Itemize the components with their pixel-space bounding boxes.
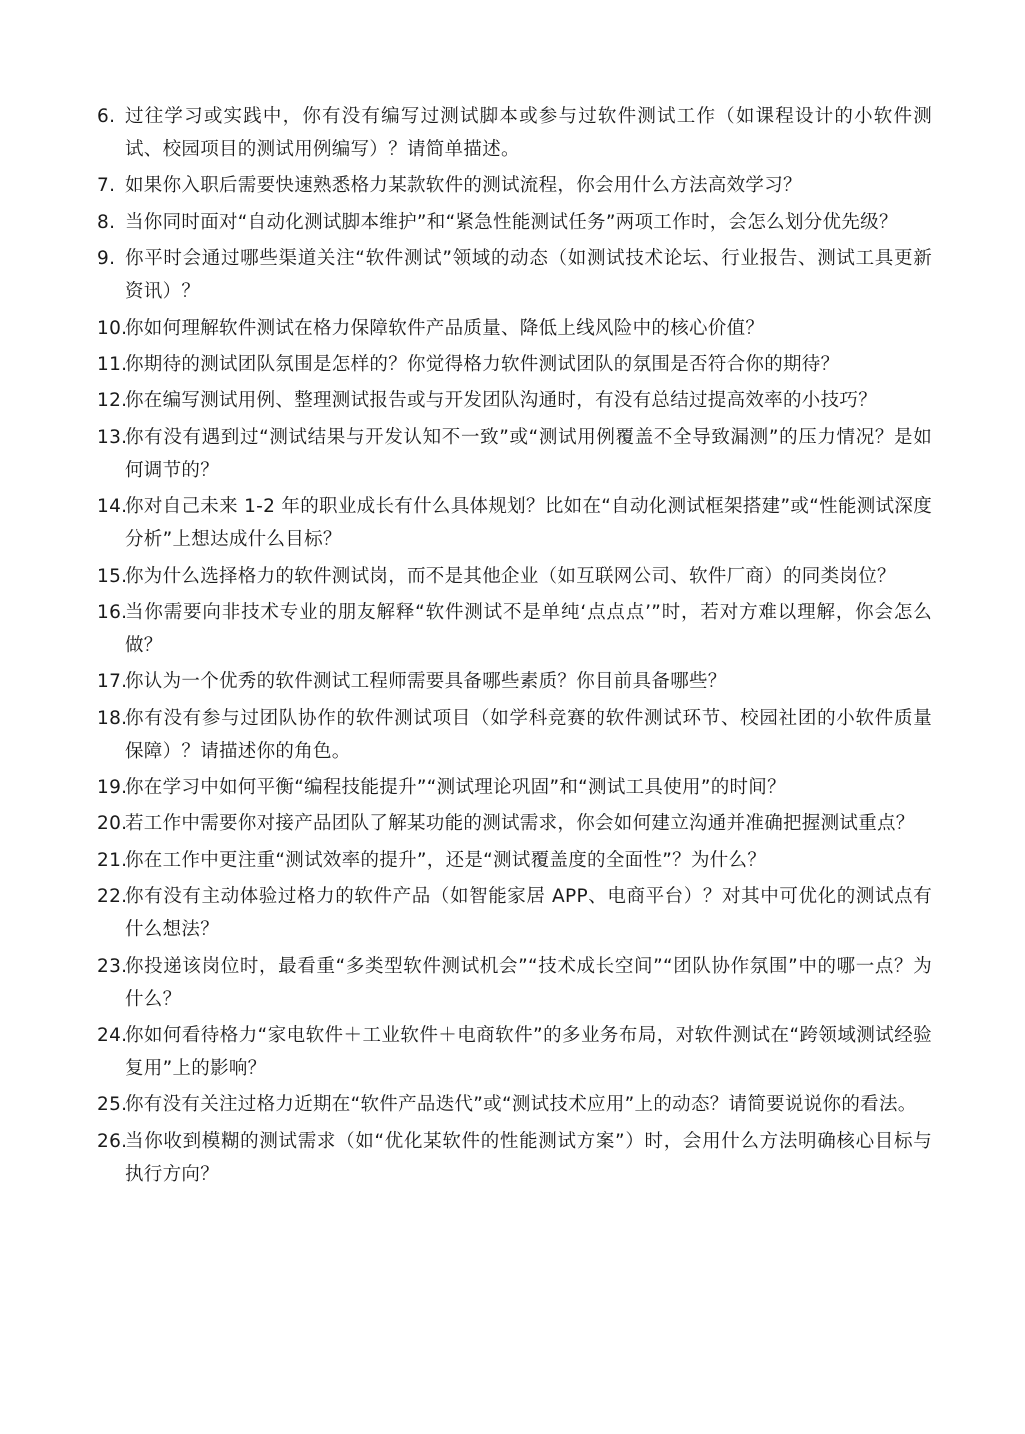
question-item-13 (97, 421, 932, 487)
question-text: 你在工作中更注重“测试效率的提升”，还是“测试覆盖度的全面性”？为什么？ (125, 849, 767, 871)
question-item-21 (97, 844, 932, 877)
question-number: 22. (97, 886, 128, 908)
question-number: 7. (97, 175, 116, 197)
question-item-15 (97, 560, 932, 593)
question-item-12 (97, 384, 932, 417)
question-number: 26. (97, 1130, 128, 1152)
question-text: 若工作中需要你对接产品团队了解某功能的测试需求，你会如何建立沟通并准确把握测试重点？ (125, 813, 915, 835)
question-number: 13. (97, 426, 128, 448)
question-text: 你认为一个优秀的软件测试工程师需要具备哪些素质？你目前具备哪些？ (125, 671, 727, 693)
question-item-10 (97, 312, 932, 345)
question-item-19 (97, 771, 932, 804)
question-item-23 (97, 950, 932, 1016)
question-text: 你投递该岗位时，最看重“多类型软件测试机会”“技术成长空间”“团队协作氛围”中的哪一点？为什么？ (125, 955, 932, 1010)
question-item-14 (97, 490, 932, 556)
question-item-7 (97, 169, 932, 202)
question-text: 你有没有关注过格力近期在“软件产品迭代”或“测试技术应用”上的动态？请简要说说你的看法。 (125, 1094, 917, 1116)
question-number: 25. (97, 1094, 128, 1116)
question-item-6 (97, 100, 932, 166)
question-text: 你为什么选择格力的软件测试岗，而不是其他企业（如互联网公司、软件厂商）的同类岗位？ (125, 565, 896, 587)
question-item-26 (97, 1125, 932, 1191)
question-text: 你如何理解软件测试在格力保障软件产品质量、降低上线风险中的核心价值？ (125, 317, 765, 339)
question-number: 12. (97, 390, 128, 412)
question-number: 20. (97, 813, 128, 835)
question-list (97, 100, 932, 1194)
question-item-24 (97, 1019, 932, 1085)
question-number: 8. (97, 211, 116, 233)
question-number: 16. (97, 601, 128, 623)
question-text: 你期待的测试团队氛围是怎样的？你觉得格力软件测试团队的氛围是否符合你的期待？ (125, 353, 840, 375)
question-text: 你有没有主动体验过格力的软件产品（如智能家居 APP、电商平台）？对其中可优化的测试点有什么想法？ (125, 886, 932, 941)
question-item-11 (97, 348, 932, 381)
question-item-18 (97, 702, 932, 768)
question-item-22 (97, 880, 932, 946)
question-number: 17. (97, 671, 128, 693)
question-text: 当你需要向非技术专业的朋友解释“软件测试不是单纯‘点点点’”时，若对方难以理解，你会怎么做？ (125, 601, 932, 656)
question-number: 24. (97, 1025, 128, 1047)
question-text: 过往学习或实践中，你有没有编写过测试脚本或参与过软件测试工作（如课程设计的小软件测试、校园项目的测试用例编写）？请简单描述。 (125, 106, 932, 160)
question-text: 如果你入职后需要快速熟悉格力某款软件的测试流程，你会用什么方法高效学习？ (125, 175, 802, 197)
question-number: 23. (97, 955, 128, 977)
question-text: 当你收到模糊的测试需求（如“优化某软件的性能测试方案”）时，会用什么方法明确核心目标与执行方向？ (125, 1130, 932, 1185)
question-item-9 (97, 242, 932, 308)
question-text: 你在编写测试用例、整理测试报告或与开发团队沟通时，有没有总结过提高效率的小技巧？ (125, 390, 878, 412)
question-text: 你有没有参与过团队协作的软件测试项目（如学科竞赛的软件测试环节、校园社团的小软件质量保障）？请描述你的角色。 (125, 707, 932, 762)
question-item-8 (97, 206, 932, 239)
question-number: 10. (97, 317, 128, 339)
question-number: 18. (97, 707, 128, 729)
question-item-20 (97, 807, 932, 840)
question-number: 19. (97, 777, 128, 799)
question-text: 你对自己未来 1-2 年的职业成长有什么具体规划？比如在“自动化测试框架搭建”或“性能测试深度分析”上想达成什么目标？ (125, 496, 932, 551)
question-number: 15. (97, 565, 128, 587)
question-number: 6. (97, 106, 116, 127)
question-number: 11. (97, 353, 128, 375)
question-text: 当你同时面对“自动化测试脚本维护”和“紧急性能测试任务”两项工作时，会怎么划分优先级？ (125, 211, 898, 233)
question-text: 你平时会通过哪些渠道关注“软件测试”领域的动态（如测试技术论坛、行业报告、测试工具更新资讯）？ (125, 248, 932, 303)
question-number: 21. (97, 849, 128, 871)
question-text: 你如何看待格力“家电软件＋工业软件＋电商软件”的多业务布局，对软件测试在“跨领域测试经验复用”上的影响？ (125, 1025, 932, 1080)
question-text: 你有没有遇到过“测试结果与开发认知不一致”或“测试用例覆盖不全导致漏测”的压力情况？是如何调节的？ (125, 426, 932, 481)
question-text: 你在学习中如何平衡“编程技能提升”“测试理论巩固”和“测试工具使用”的时间？ (125, 777, 786, 799)
question-number: 9. (97, 248, 116, 270)
question-item-25 (97, 1088, 932, 1121)
question-item-17 (97, 665, 932, 698)
question-item-16 (97, 596, 932, 662)
question-number: 14. (97, 496, 128, 518)
